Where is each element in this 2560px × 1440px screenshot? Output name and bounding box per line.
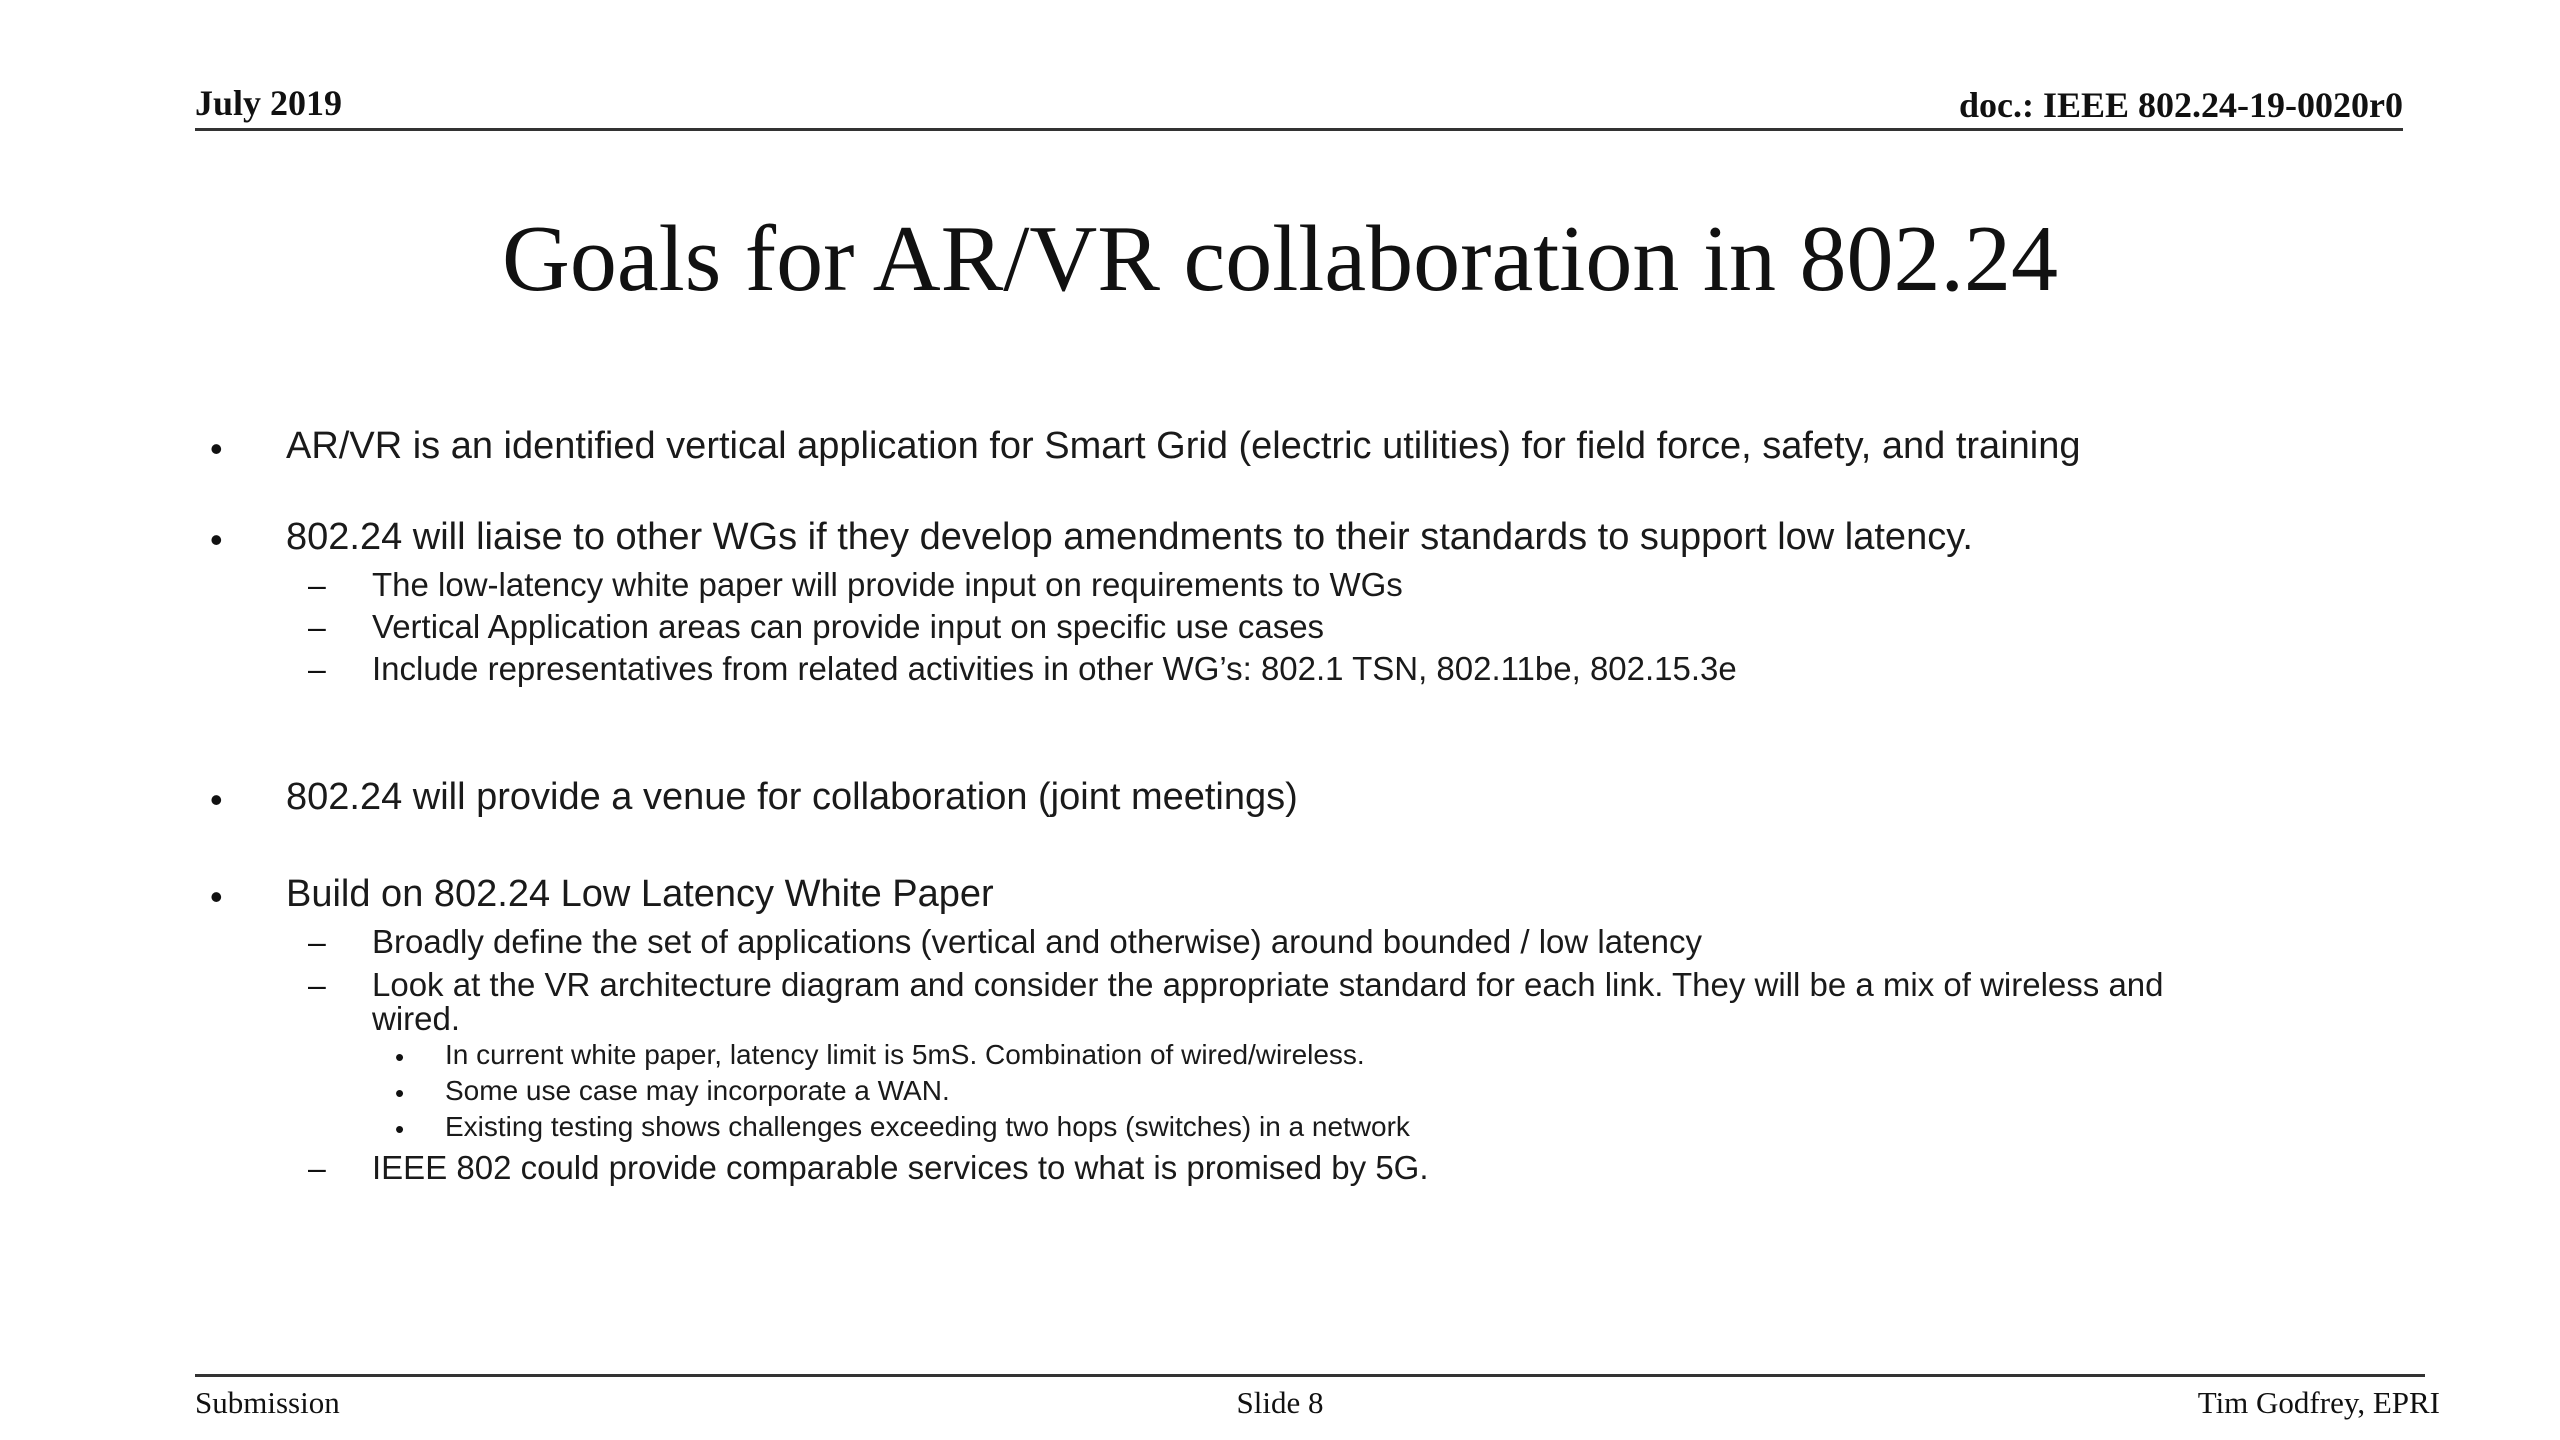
footer-submission: Submission — [195, 1385, 340, 1420]
dash-marker: – — [308, 567, 326, 603]
bullet-4-sub-1: Broadly define the set of applications (vertical and otherwise) around bounded / low latency — [372, 923, 1702, 960]
footer-author: Tim Godfrey, EPRI — [2197, 1385, 2440, 1420]
bullet-marker: • — [210, 428, 223, 469]
bullet-marker: • — [395, 1114, 405, 1144]
bullet-3: 802.24 will provide a venue for collaboration (joint meetings) — [286, 776, 1298, 818]
dash-marker: – — [308, 1150, 326, 1186]
bullet-2: 802.24 will liaise to other WGs if they develop amendments to their standards to support low latency. — [286, 516, 1973, 558]
bullet-4-sub-3: IEEE 802 could provide comparable services to what is promised by 5G. — [372, 1149, 1429, 1186]
header-doc-id: doc.: IEEE 802.24-19-0020r0 — [1959, 85, 2403, 125]
bullet-2-sub-2: Vertical Application areas can provide input on specific use cases — [372, 608, 1325, 645]
bullet-1: AR/VR is an identified vertical application for Smart Grid (electric utilities) for field force, safety, and training — [286, 425, 2081, 467]
bullet-marker: • — [395, 1078, 405, 1108]
header-date: July 2019 — [195, 83, 343, 123]
bullet-2-sub-3: Include representatives from related activities in other WG’s: 802.1 TSN, 802.11be, 802.15.3e — [372, 650, 1737, 687]
bullet-marker: • — [210, 876, 223, 917]
dash-marker: – — [308, 651, 326, 687]
dash-marker: – — [308, 967, 326, 1003]
slide-title: Goals for AR/VR collaboration in 802.24 — [501, 207, 2059, 311]
bullet-4-subsub-1: In current white paper, latency limit is 5mS. Combination of wired/wireless. — [445, 1039, 1365, 1070]
dash-marker: – — [308, 924, 326, 960]
bullet-4-sub-2-cont: wired. — [372, 1000, 461, 1037]
bullet-4: Build on 802.24 Low Latency White Paper — [286, 873, 994, 915]
dash-marker: – — [308, 609, 326, 645]
bullet-marker: • — [210, 779, 223, 820]
bullet-marker: • — [210, 519, 223, 560]
bullet-4-subsub-2: Some use case may incorporate a WAN. — [445, 1075, 950, 1106]
bullet-2-sub-1: The low-latency white paper will provide input on requirements to WGs — [372, 566, 1403, 603]
bullet-4-subsub-3: Existing testing shows challenges exceeding two hops (switches) in a network — [445, 1111, 1410, 1142]
footer-slide-number: Slide 8 — [1236, 1385, 1324, 1420]
bullet-marker: • — [395, 1042, 405, 1072]
footer-divider — [195, 1374, 2425, 1377]
bullet-4-sub-2: Look at the VR architecture diagram and consider the appropriate standard for each link. They will be a mix of wireless and — [372, 966, 2164, 1003]
